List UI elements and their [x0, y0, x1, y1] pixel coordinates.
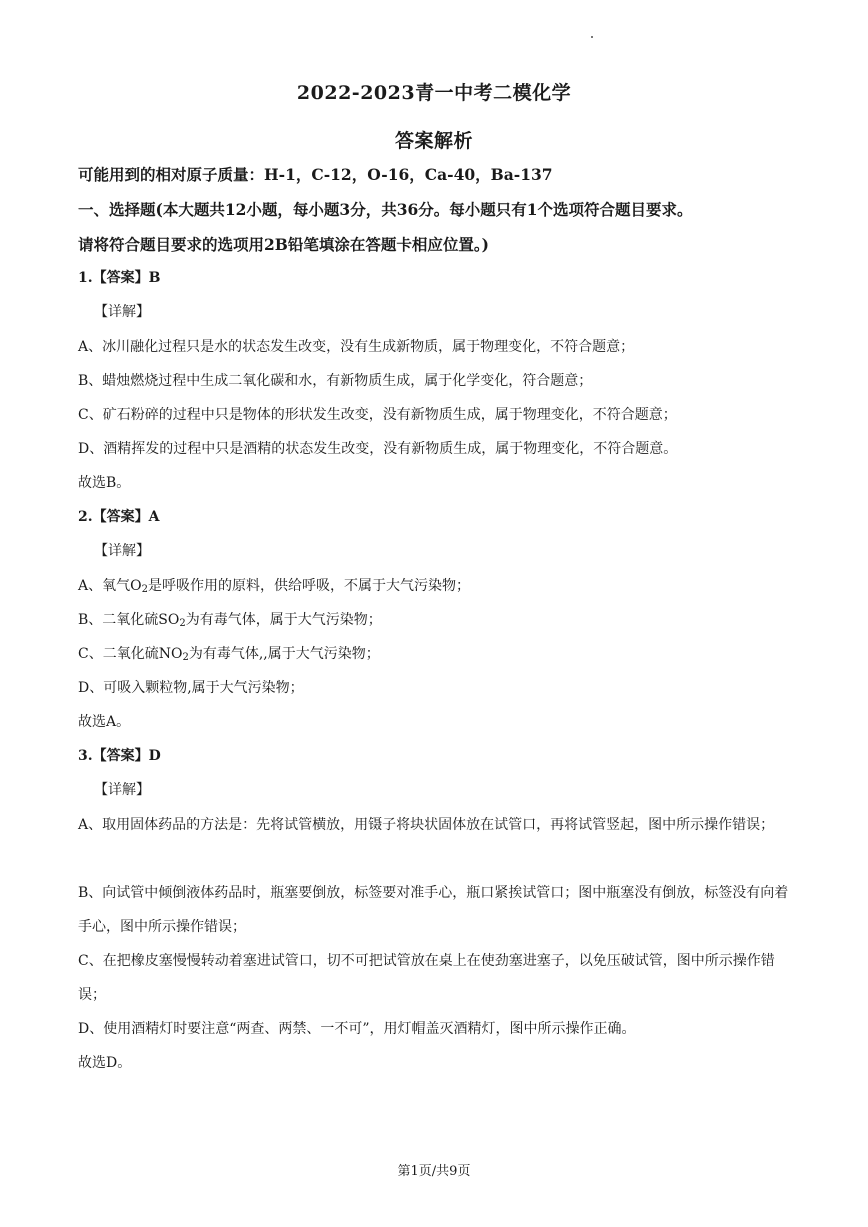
q2-option-c: C、二氧化硫$NO_2$为有毒气体,,属于大气污染物；: [78, 646, 380, 663]
q1-option-c: C、矿石粉碎的过程中只是物体的形状发生改变，没有新物质生成，属于物理变化，不符合题意；: [78, 407, 677, 423]
q1-option-d: D、酒精挥发的过程中只是酒精的状态发生改变，没有新物质生成，属于物理变化，不符合题意。: [78, 441, 678, 457]
atomic-mass-note: 可能用到的相对原子质量：H-1，C-12，O-16，Ca-40，Ba-137: [78, 165, 553, 184]
q2-option-d: D、可吸入颗粒物,属于大气污染物；: [78, 680, 304, 696]
section-heading-line1: 一、选择题(本大题共12小题，每小题3分，共36分。每小题只有1个选项符合题目要求。: [78, 200, 693, 219]
q3-answer: 3.【答案】D: [78, 748, 161, 764]
q1-conclusion: 故选B。: [78, 475, 131, 491]
q1-detail-label: 【详解】: [94, 304, 150, 320]
q1-option-b: B、蜡烛燃烧过程中生成二氧化碳和水，有新物质生成，属于化学变化，符合题意；: [78, 373, 593, 389]
q2-conclusion: 故选A。: [78, 714, 131, 730]
q2-detail-label: 【详解】: [94, 543, 150, 559]
q3-detail-label: 【详解】: [94, 782, 150, 798]
q3-option-d: D、使用酒精灯时要注意“两查、两禁、一不可”，用灯帽盖灭酒精灯，图中所示操作正确。: [78, 1021, 636, 1037]
q3-option-b: B、向试管中倾倒液体药品时，瓶塞要倒放，标签要对准手心，瓶口紧挨试管口；图中瓶塞没有倒放，标签没有向着手心，图中所示操作错误；: [78, 885, 789, 935]
q3-option-a: A、取用固体药品的方法是：先将试管横放，用镊子将块状固体放在试管口，再将试管竖起，图中所示操作错误；: [78, 817, 775, 833]
q1-answer: 1.【答案】B: [78, 270, 161, 286]
q3-conclusion: 故选D。: [78, 1055, 132, 1071]
section-heading-line2: 请将符合题目要求的选项用2B铅笔填涂在答题卡相应位置。): [78, 235, 489, 254]
q2-option-a: A、氧气$O_2$是呼吸作用的原料，供给呼吸，不属于大气污染物；: [78, 578, 470, 595]
document-subtitle: 答案解析: [394, 130, 473, 152]
q1-option-a: A、冰川融化过程只是水的状态发生改变，没有生成新物质，属于物理变化，不符合题意；: [78, 339, 635, 355]
page-footer: 第1页/共9页: [397, 1164, 471, 1179]
q2-option-b: B、二氧化硫$SO_2$为有毒气体，属于大气污染物；: [78, 612, 382, 629]
q2-answer: 2.【答案】A: [78, 509, 160, 525]
q3-option-c: C、在把橡皮塞慢慢转动着塞进试管口，切不可把试管放在桌上在使劲塞进塞子，以免压破试管，图中所示操作错误；: [78, 953, 775, 1003]
speck-mark: [591, 36, 593, 38]
document-title: 2022-2023青一中考二模化学: [296, 82, 572, 104]
